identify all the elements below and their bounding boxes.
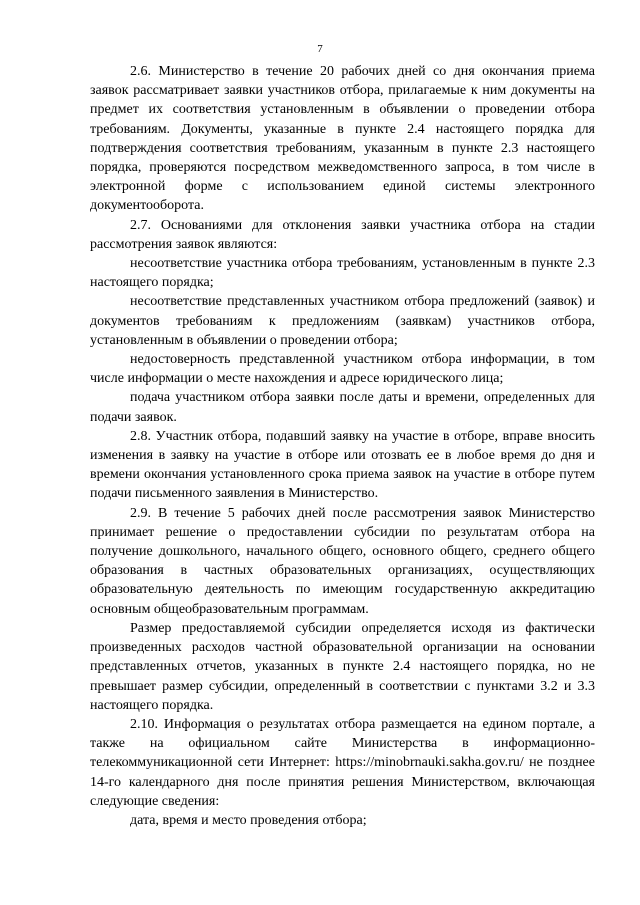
document-body (90, 62, 595, 830)
paragraph-2-8: 2.8. Участник отбора, подавший заявку на участие в отборе, вправе вносить изменения в заявку на участие в отборе или отозвать ее в любое время до дня и времени окончания установленного срока приема заявок на участие в отборе путем подачи письменного заявления в Министерство. (90, 428, 595, 502)
paragraph-2-6: 2.6. Министерство в течение 20 рабочих дней со дня окончания приема заявок рассматривает заявки участников отбора, прилагаемые к ним документы на предмет их соответствия установленным в объявлении о проведении отбора требованиям. Документы, указанные в пункте 2.4 настоящего порядка для подтверждения соответствия требованиям, указанным в пункте 2.3 настоящего порядка, проверяются посредством межведомственного запроса, в том числе в электронной форме с использованием единой системы электронного документооборота. (90, 64, 595, 214)
list-item-inaccurate-information: недостоверность представленной участником отбора информации, в том числе информации о месте нахождения и адресе юридического лица; (90, 352, 595, 387)
paragraph-2-10: 2.10. Информация о результатах отбора размещается на едином портале, а также на официальном сайте Министерства в информационно-телекоммуникационной сети Интернет: https://minobrnauki.sakha.gov.ru/ не позднее 14-го календарного дня после принятия решения Министерством, включающая следующие сведения: (90, 716, 595, 809)
list-item-date-time-place: дата, время и место проведения отбора; (130, 812, 367, 828)
paragraph-subsidy-amount: Размер предоставляемой субсидии определяется исходя из фактически произведенных расходов частной образовательной организации на основании представленных отчетов, указанных в пункте 2.4 настоящего порядка, но не превышает размер субсидии, определенный в соответствии с пунктами 3.2 и 3.3 настоящего порядка. (90, 620, 595, 713)
paragraph-2-7: 2.7. Основаниями для отклонения заявки участника отбора на стадии рассмотрения заявок являются: (90, 217, 595, 252)
list-item-requirements-mismatch: несоответствие участника отбора требованиям, установленным в пункте 2.3 настоящего порядка; (90, 256, 595, 291)
page-number: 7 (317, 43, 323, 55)
list-item-documents-mismatch: несоответствие представленных участником отбора предложений (заявок) и документов требованиям к предложениям (заявкам) участников отбора, установленным в объявлении о проведении отбора; (90, 294, 595, 348)
paragraph-2-9: 2.9. В течение 5 рабочих дней после рассмотрения заявок Министерство принимает решение о предоставлении субсидии по результатам отбора на получение дошкольного, начального общего, основного общего, среднего общего образования в частных образовательных организациях, осуществляющих образовательную деятельность по имеющим государственную аккредитацию основным общеобразовательным программам. (90, 505, 595, 617)
list-item-late-submission: подача участником отбора заявки после даты и времени, определенных для подачи заявок. (90, 390, 595, 425)
